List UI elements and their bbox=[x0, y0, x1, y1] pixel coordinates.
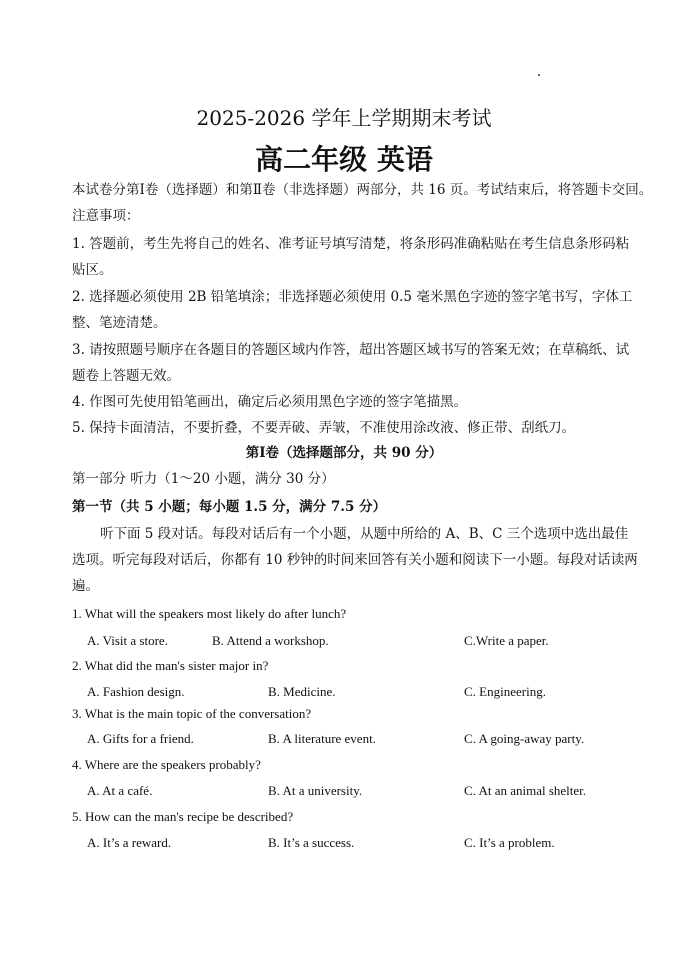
subject-title: 高二年级 英语 bbox=[255, 143, 433, 176]
option-a: A. It’s a reward. bbox=[87, 835, 172, 850]
option-a: A. Visit a store. bbox=[87, 633, 168, 648]
option-a: A. Fashion design. bbox=[87, 684, 185, 699]
option-b: B. A literature event. bbox=[268, 731, 376, 746]
question-stem: 2. What did the man's sister major in? bbox=[72, 658, 269, 673]
notice-item-3: 3. 请按照题号顺序在各题目的答题区域内作答，超出答题区域书写的答案无效；在草稿纸、试 bbox=[72, 342, 630, 358]
instructions-line-2: 选项。听完每段对话后，你都有 10 秒钟的时间来回答有关小题和阅读下一小题。每段对话读两 bbox=[72, 552, 638, 568]
option-a: A. Gifts for a friend. bbox=[87, 731, 194, 746]
notice-heading: 注意事项： bbox=[72, 208, 140, 224]
volume-title: 第Ⅰ卷（选择题部分，共 90 分） bbox=[245, 445, 443, 461]
notice-item-4: 4. 作图可先使用铅笔画出，确定后必须用黑色字迹的签字笔描黑。 bbox=[72, 394, 468, 410]
option-a: A. At a café. bbox=[87, 783, 153, 798]
scan-dot bbox=[538, 74, 540, 76]
option-c: C.Write a paper. bbox=[464, 633, 549, 648]
option-c: C. It’s a problem. bbox=[464, 835, 555, 850]
notice-item-5: 5. 保持卡面清洁，不要折叠，不要弄破、弄皱，不准使用涂改液、修正带、刮纸刀。 bbox=[72, 420, 576, 436]
option-b: B. Medicine. bbox=[268, 684, 336, 699]
instructions-line-3: 遍。 bbox=[72, 578, 99, 594]
intro-line: 本试卷分第Ⅰ卷（选择题）和第Ⅱ卷（非选择题）两部分，共 16 页。考试结束后，将答题卡交回。 bbox=[72, 182, 653, 198]
question-stem: 5. How can the man's recipe be described? bbox=[72, 809, 294, 824]
option-b: B. Attend a workshop. bbox=[212, 633, 329, 648]
option-b: B. At a university. bbox=[268, 783, 363, 798]
notice-item-2: 2. 选择题必须使用 2B 铅笔填涂；非选择题必须使用 0.5 毫米黑色字迹的签字笔书写，字体工 bbox=[72, 289, 633, 305]
part-title: 第一部分 听力（1～20 小题，满分 30 分） bbox=[72, 471, 335, 487]
notice-item-2-cont: 整、笔迹清楚。 bbox=[72, 315, 167, 331]
question-stem: 3. What is the main topic of the conversation? bbox=[72, 706, 312, 721]
question-stem: 4. Where are the speakers probably? bbox=[72, 757, 261, 772]
option-c: C. A going-away party. bbox=[464, 731, 585, 746]
option-c: C. Engineering. bbox=[464, 684, 546, 699]
subsection-title: 第一节（共 5 小题；每小题 1.5 分，满分 7.5 分） bbox=[72, 499, 387, 515]
option-b: B. It’s a success. bbox=[268, 835, 355, 850]
exam-title: 2025-2026 学年上学期期末考试 bbox=[196, 106, 492, 130]
option-c: C. At an animal shelter. bbox=[464, 783, 587, 798]
notice-item-1-cont: 贴区。 bbox=[72, 262, 113, 278]
notice-item-1: 1. 答题前，考生先将自己的姓名、准考证号填写清楚，将条形码准确粘贴在考生信息条形码粘 bbox=[72, 236, 630, 252]
question-stem: 1. What will the speakers most likely do after lunch? bbox=[72, 606, 347, 621]
instructions-line-1: 听下面 5 段对话。每段对话后有一个小题，从题中所给的 A、B、C 三个选项中选出最佳 bbox=[100, 526, 629, 542]
notice-item-3-cont: 题卷上答题无效。 bbox=[72, 368, 180, 384]
